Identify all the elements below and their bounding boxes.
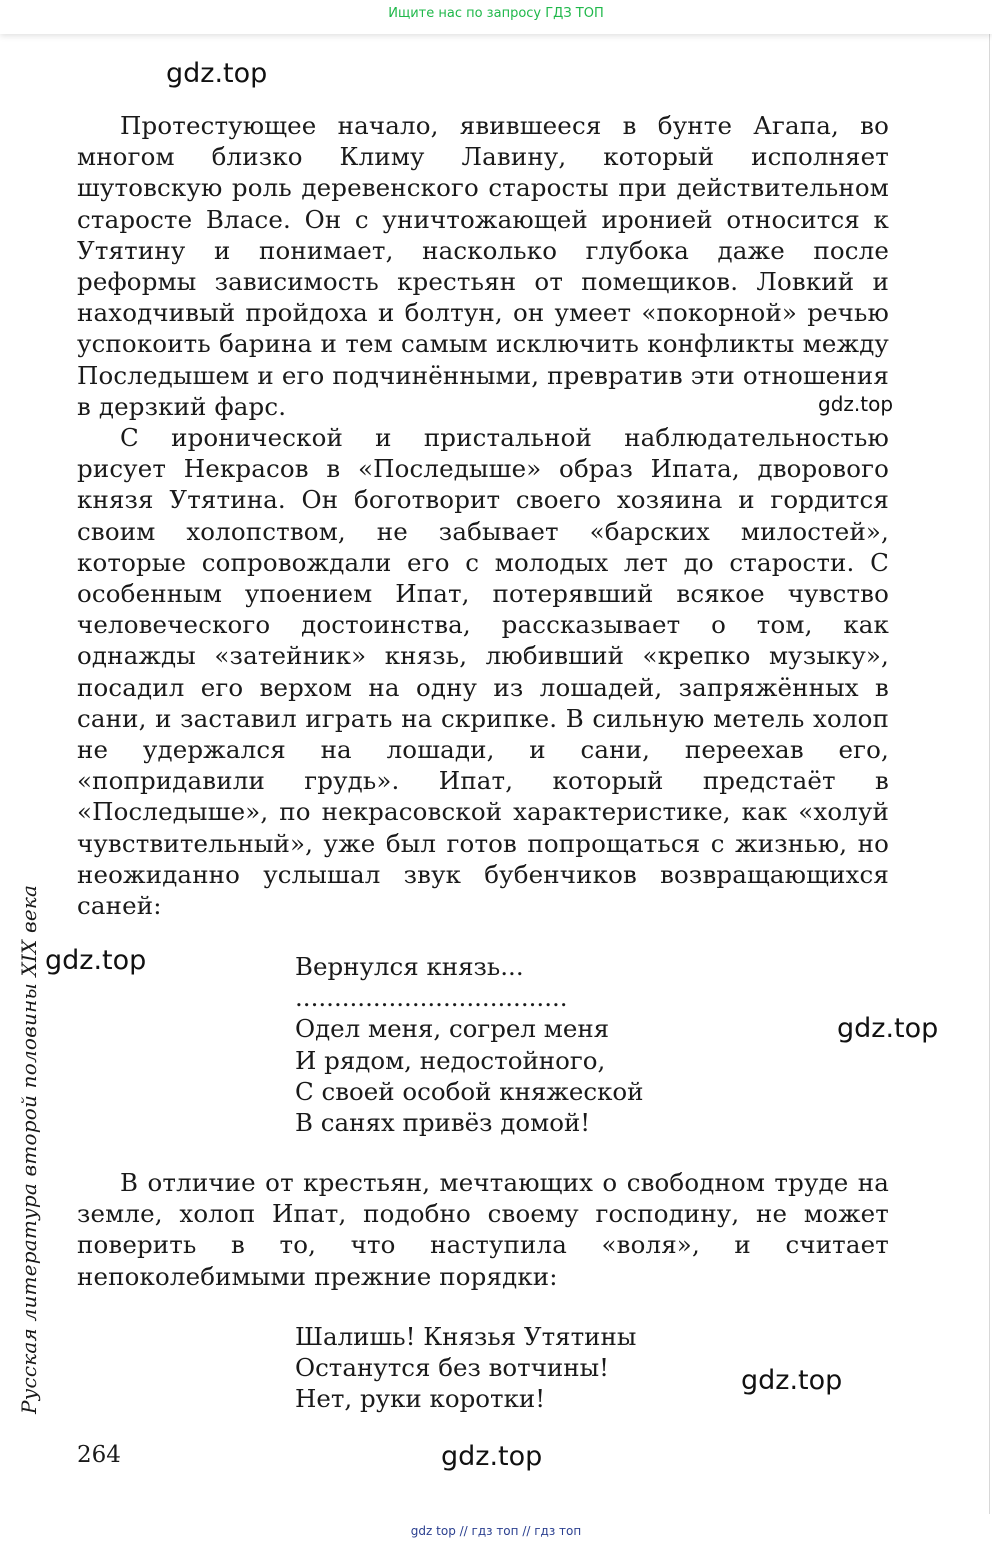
watermark: gdz.top	[818, 392, 894, 416]
watermark: gdz.top	[441, 1441, 543, 1472]
verse-quote-2	[295, 1321, 636, 1415]
verse-line: Шалишь! Князья Утятины	[295, 1322, 637, 1351]
verse-line: Вернулся князь...	[295, 952, 524, 981]
page-number: 264	[77, 1442, 121, 1468]
verse-line: В санях привёз домой!	[295, 1108, 591, 1138]
watermark: gdz.top	[45, 945, 147, 976]
verse-line: Останутся без вотчины!	[295, 1353, 609, 1383]
paragraph-volya: В отличие от крестьян, мечтающих о свободном труде на земле, холоп Ипат, подобно своему господину, не может поверить в то, что наступила «воля», и считает непоколебимыми прежние порядки:	[77, 1168, 889, 1291]
verse-quote-1	[295, 951, 644, 1138]
verse-line: И рядом, недостойного,	[295, 1045, 606, 1075]
search-hint[interactable]: Ищите нас по запросу ГДЗ ТОП	[388, 6, 604, 21]
watermark: gdz.top	[741, 1365, 843, 1396]
verse-ellipsis: ...................................	[295, 983, 568, 1013]
verse-line: С своей особой княжеской	[295, 1076, 644, 1106]
watermark: gdz.top	[837, 1013, 939, 1044]
verse-line: Нет, руки коротки!	[295, 1384, 546, 1414]
verse-line: Одел меня, согрел меня	[295, 1014, 610, 1044]
top-banner	[0, 0, 992, 34]
paragraph-klim: Протестующее начало, явившееся в бунте Агапа, во многом близко Климу Лавину, который исполняет шутовскую роль деревенского старосты при действительном старосте Власе. Он с уничтожающей иронией относится к Утятину и понимает, насколько глубока даже после реформы зависимость крестьян от помещиков. Ловкий и находчивый пройдоха и болтун, он умеет «покорной» речью успокоить барина и тем самым исключить конфликты между Последышем и его подчинёнными, превратив эти отношения в дерзкий фарс.	[77, 111, 889, 421]
footer-links[interactable]: gdz top // гдз топ // гдз топ	[410, 1524, 582, 1538]
running-title: Русская литература второй половины XIX века	[17, 884, 41, 1414]
watermark: gdz.top	[166, 58, 268, 89]
paragraph-ipat: С иронической и пристальной наблюдательностью рисует Некрасов в «Последыше» образ Ипата, дворового князя Утятина. Он боготворит своего хозяина и гордится своим холопством, не забывает «барских милостей», которые сопровождали его с молодых лет до старости. С особенным упоением Ипат, потерявший всякое чувство человеческого достоинства, рассказывает о том, как однажды «затейник» князь, любивший «крепко музыку», посадил его верхом на одну из лошадей, запряжённых в сани, и заставил играть на скрипке. В сильную метель холоп не удержался на лошади, и сани, переехав его, «попридавили грудь». Ипат, который предстаёт в «Последыше», по некрасовской характеристике, как «холуй чувствительный», уже был готов попрощаться с жизнью, но неожиданно услышал звук бубенчиков возвращающихся саней:	[77, 423, 889, 921]
page-edge	[989, 34, 990, 1514]
